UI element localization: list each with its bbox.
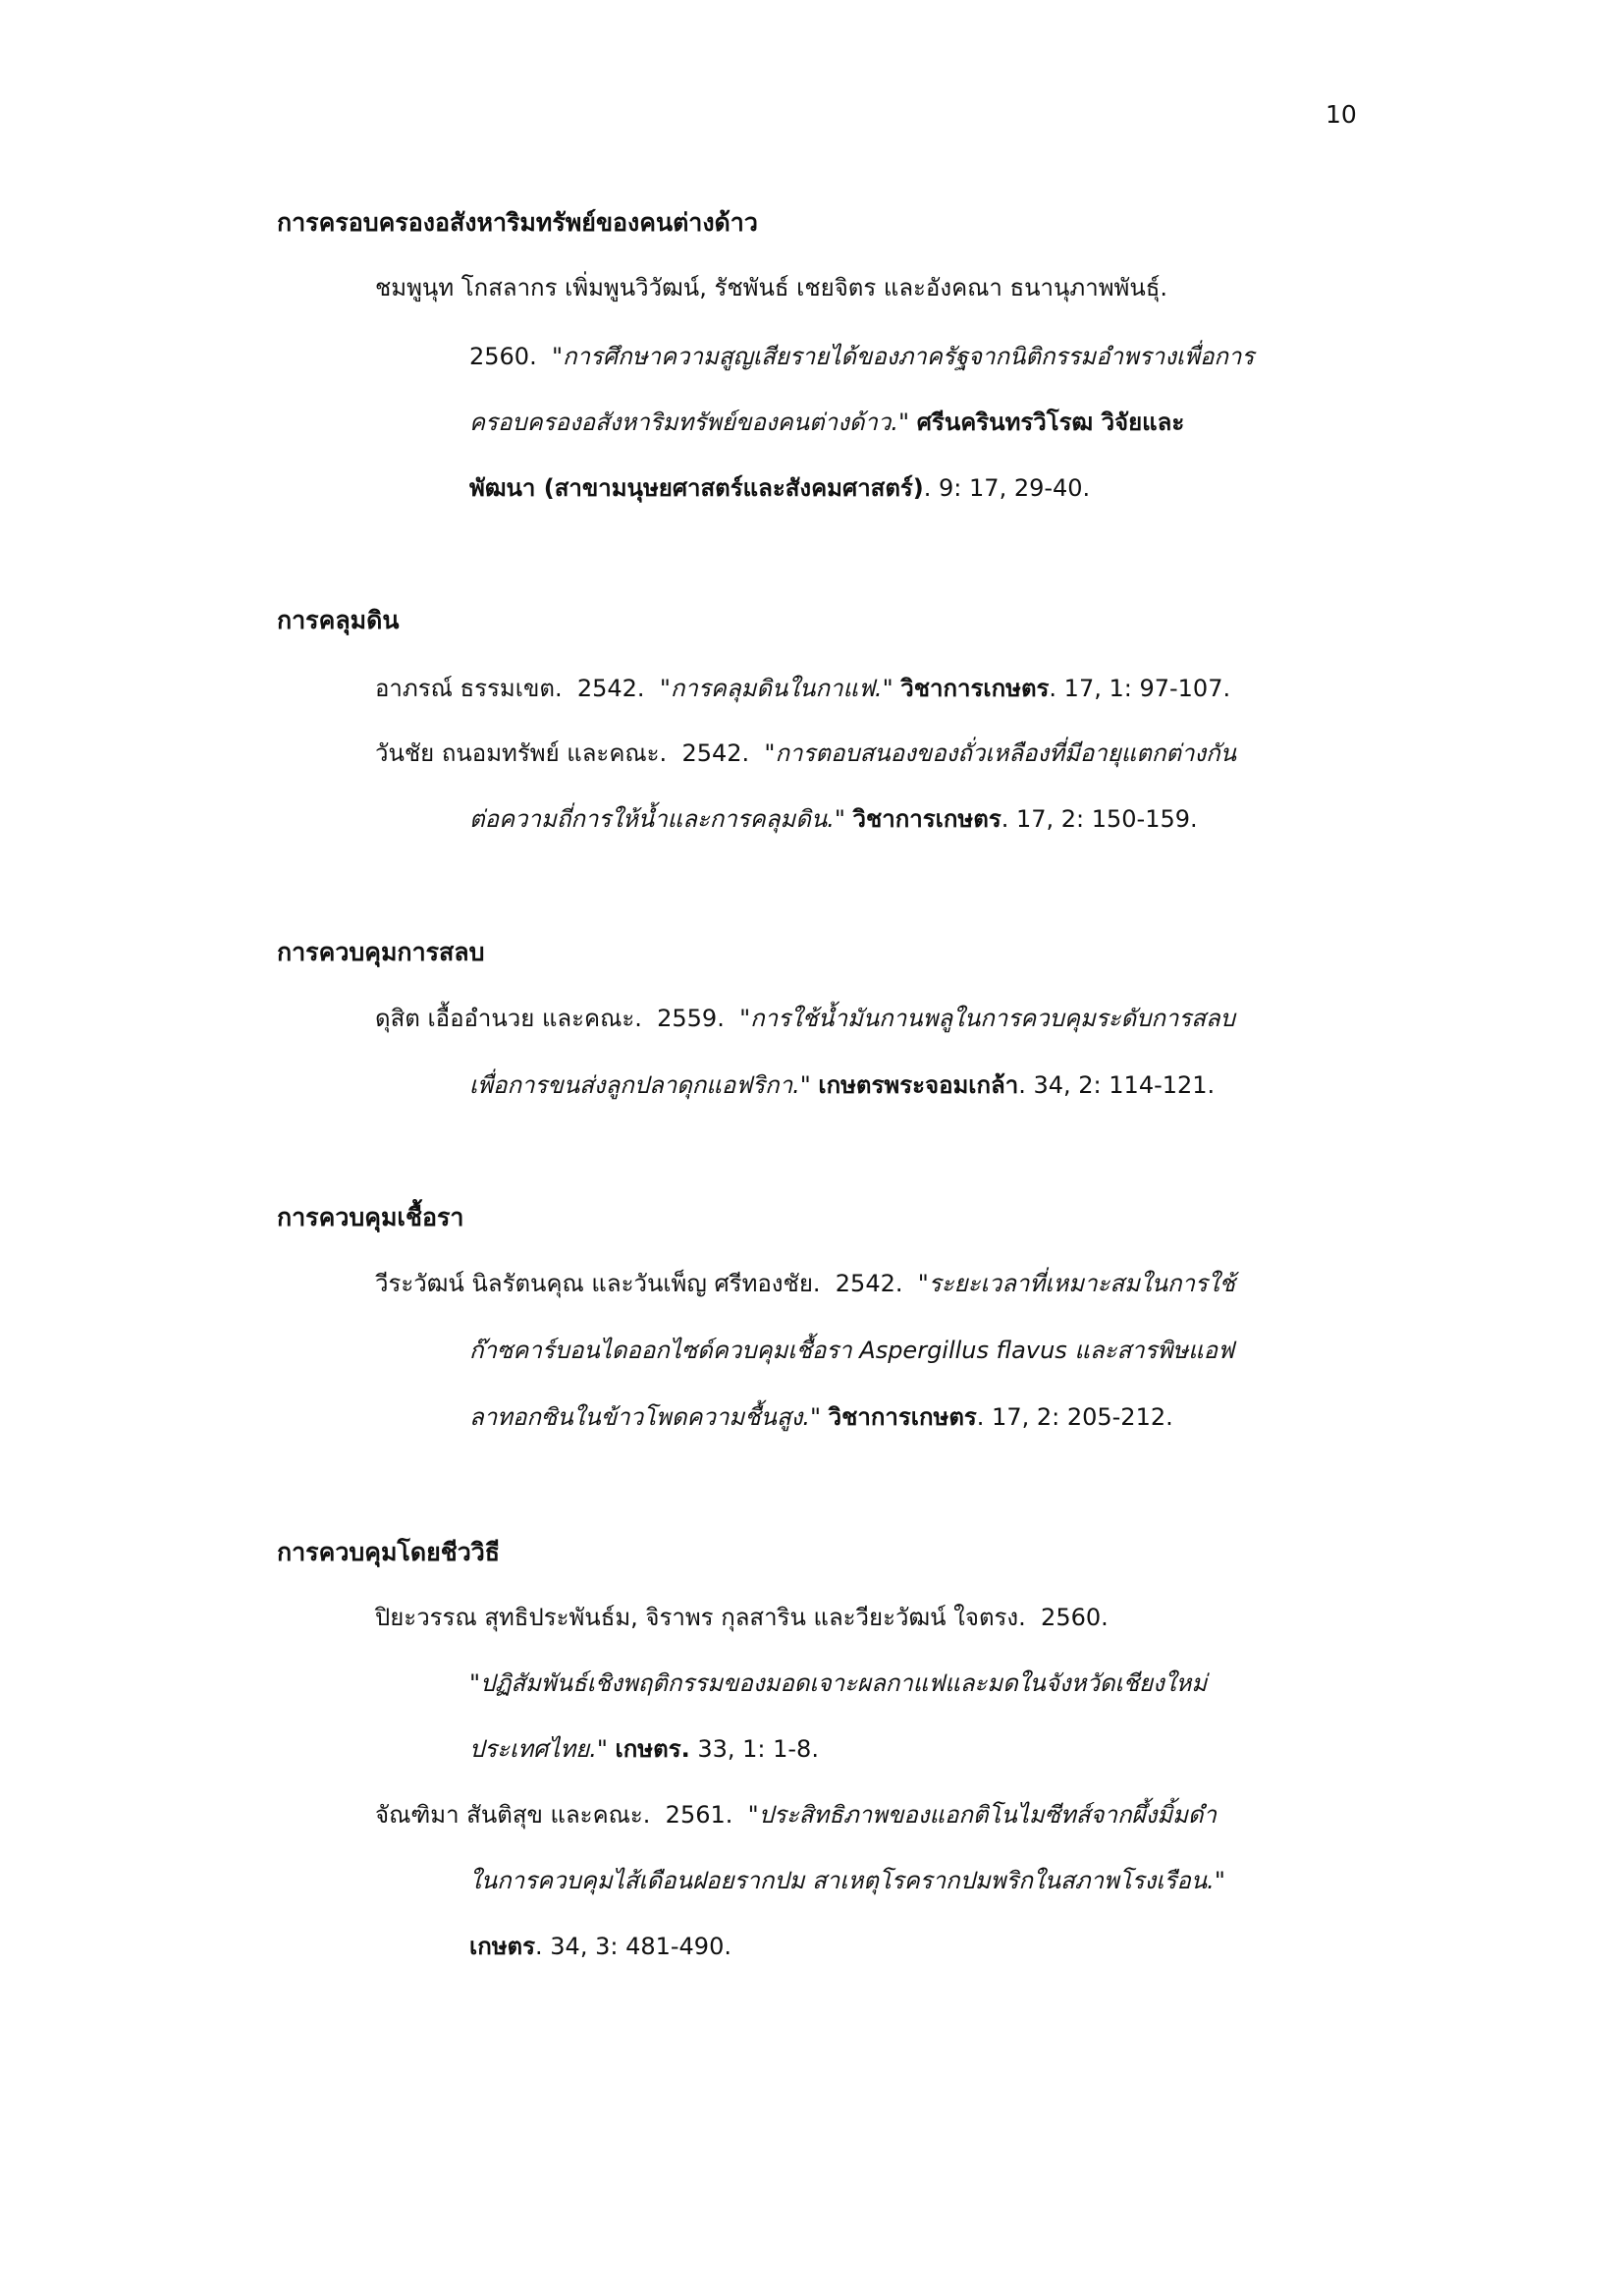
entry-title: ต่อความถี่การให้น้ำและการคลุมดิน." [469,805,845,833]
entry-title: เพื่อการขนส่งลูกปลาดุกแอฟริกา." [469,1071,811,1099]
entry-year: 2542. [681,739,750,767]
section-heading: การควบคุมโดยชีววิธี [277,1538,501,1566]
entry-authors: จัณฑิมา สันติสุข และคณะ. [375,1801,651,1829]
entry-ref: . 34, 3: 481-490. [535,1933,731,1960]
entry-journal: เกษตรพระจอมเกล้า [818,1071,1019,1099]
entry-title: "การใช้น้ำมันกานพลูในการควบคุมระดับการสลบ [739,1005,1235,1032]
entry-line [375,738,1236,768]
entry-line [469,1402,1173,1432]
entry-journal: วิชาการเกษตร [852,805,1001,833]
entry-authors: ดุสิต เอื้ออำนวย และคณะ. [375,1005,642,1032]
entry-line [469,1734,819,1764]
entry-line [469,1336,1234,1365]
entry-line [469,408,1184,437]
entry-journal: พัฒนา (สาขามนุษยศาสตร์และสังคมศาสตร์) [469,474,924,502]
section-heading: การควบคุมการสลบ [277,938,485,966]
entry-line [375,1269,1235,1298]
entry-line [469,1070,1215,1100]
entry-title: ประเทศไทย." [469,1735,608,1763]
entry-line [375,1603,1109,1632]
entry-line [469,1932,731,1961]
section-heading: การคลุมดิน [277,606,400,634]
entry-line [375,273,1167,302]
entry-title: "ระยะเวลาที่เหมาะสมในการใช้ [917,1270,1235,1297]
entry-title: "การตอบสนองของถั่วเหลืองที่มีอายุแตกต่างกัน [764,739,1237,767]
entry-year: 2561. [665,1801,733,1829]
entry-line [375,1800,1217,1830]
entry-line [469,473,1090,503]
entry-line [469,342,1254,371]
section-heading: การควบคุมเชื้อรา [277,1203,464,1231]
entry-authors: ชมพูนุท โกสลากร เพิ่มพูนวิวัฒน์, รัชพันธ์ เชยจิตร และอังคณา ธนานุภาพพันธุ์. [375,274,1168,301]
entry-journal: วิชาการเกษตร [900,675,1050,702]
entry-line [375,1004,1235,1033]
entry-year: 2559. [657,1005,725,1032]
entry-authors: วีระวัฒน์ นิลรัตนคุณ และวันเพ็ญ ศรีทองชัย. [375,1270,821,1297]
entry-title: ลาทอกซินในข้าวโพดความชื้นสูง." [469,1403,821,1431]
entry-title: ครอบครองอสังหาริมทรัพย์ของคนต่างด้าว." [469,409,910,436]
entry-ref: . 17, 2: 150-159. [1001,805,1198,833]
entry-line [469,804,1198,834]
entry-ref: . 34, 2: 114-121. [1018,1071,1216,1099]
entry-line [375,674,1230,703]
entry-ref: . 17, 1: 97-107. [1049,675,1231,702]
entry-journal: เกษตร. [615,1735,690,1763]
page-number: 10 [1326,100,1357,129]
entry-year: 2542. [835,1270,903,1297]
entry-line [469,1668,1207,1698]
entry-year: 2560. [1041,1604,1109,1631]
entry-ref: . 9: 17, 29-40. [923,474,1091,502]
entry-title: "การศึกษาความสูญเสียรายได้ของภาครัฐจากนิติกรรมอำพรางเพื่อการ [551,343,1255,370]
entry-authors: อาภรณ์ ธรรมเขต. [375,675,563,702]
entry-title: "ประสิทธิภาพของแอกติโนไมซีทส์จากผึ้งมิ้มดำ [747,1801,1217,1829]
entry-title: ในการควบคุมไส้เดือนฝอยรากปม สาเหตุโรครากปมพริกในสภาพโรงเรือน." [469,1867,1225,1894]
entry-authors: ปิยะวรรณ สุทธิประพันธ์ม, จิราพร กุลสาริน และวียะวัฒน์ ใจตรง. [375,1604,1026,1631]
entry-ref: . 17, 2: 205-212. [976,1403,1173,1431]
entry-year: 2542. [576,675,645,702]
entry-line [469,1866,1225,1895]
entry-year: 2560. [469,343,537,370]
entry-ref: 33, 1: 1-8. [689,1735,819,1763]
entry-journal: ศรีนครินทรวิโรฒ วิจัยและ [916,409,1185,436]
section-heading: การครอบครองอสังหาริมทรัพย์ของคนต่างด้าว [277,208,758,237]
entry-journal: วิชาการเกษตร [828,1403,977,1431]
entry-title: ก๊าซคาร์บอนไดออกไซด์ควบคุมเชื้อรา Aspergillus flavus และสารพิษแอฟ [469,1337,1235,1364]
entry-title: "การคลุมดินในกาแฟ." [659,675,893,702]
entry-authors: วันชัย ถนอมทรัพย์ และคณะ. [375,739,668,767]
entry-journal: เกษตร [469,1933,536,1960]
entry-title: "ปฏิสัมพันธ์เชิงพฤติกรรมของมอดเจาะผลกาแฟและมดในจังหวัดเชียงใหม่ [469,1669,1208,1697]
